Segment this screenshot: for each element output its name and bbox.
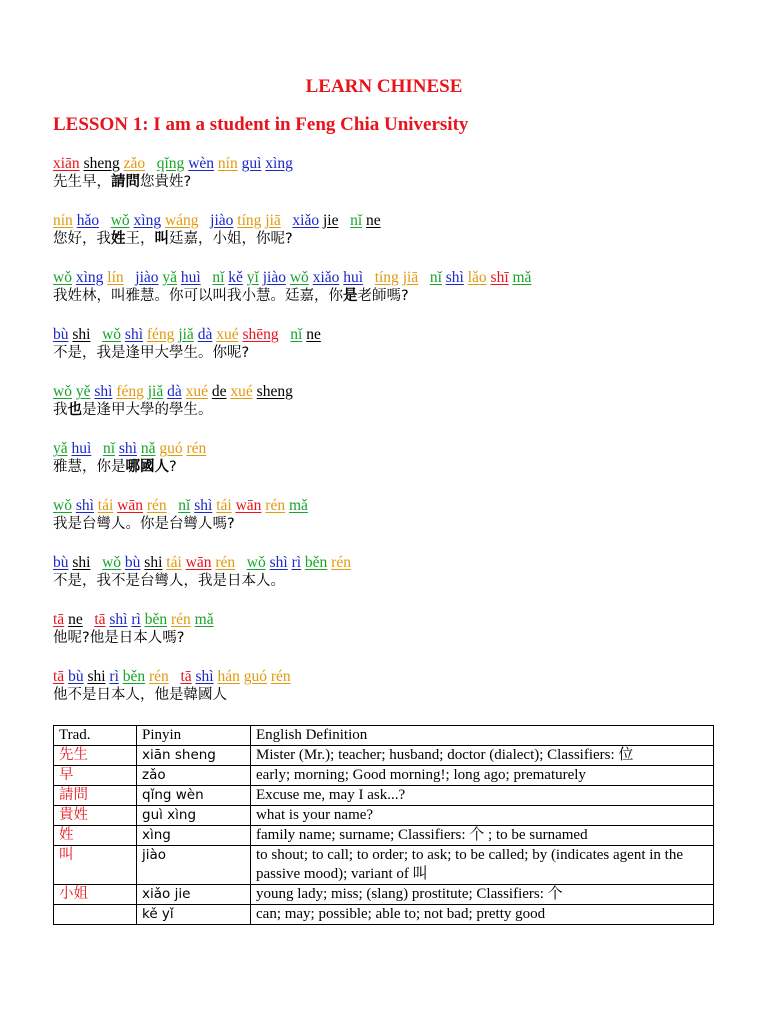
pinyin-syllable: nín: [53, 212, 73, 229]
pinyin-syllable: tíng: [374, 269, 399, 286]
pinyin-syllable: nǐ: [350, 212, 363, 229]
definition-cell: Mister (Mr.); teacher; husband; doctor (dialect); Classifiers: 位: [251, 746, 714, 766]
chinese-text: ?: [169, 459, 177, 475]
pinyin-syllable: yě: [75, 383, 91, 400]
dialogue-line: [53, 553, 351, 591]
chinese-sentence: [53, 686, 291, 705]
pinyin-syllable: nǐ: [178, 497, 191, 514]
pinyin-syllable: ne: [306, 326, 321, 343]
pinyin-syllable: jiào: [135, 269, 159, 286]
chinese-sentence: [53, 287, 531, 306]
pinyin-syllable: shī: [490, 269, 509, 286]
pinyin-syllable: rén: [215, 554, 236, 571]
pinyin-line: [53, 268, 531, 287]
dialogue-line: [53, 382, 293, 420]
pinyin-syllable: huì: [71, 440, 92, 457]
pinyin-syllable: xiān: [53, 155, 80, 172]
table-row: [54, 806, 714, 826]
pinyin-syllable: nǎ: [140, 440, 156, 457]
pinyin-line: [53, 439, 206, 458]
pinyin-syllable: tā: [53, 668, 65, 685]
pinyin-syllable: yǎ: [53, 440, 68, 457]
pinyin-syllable: yǐ: [246, 269, 259, 286]
definition-cell: early; morning; Good morning!; long ago; prematurely: [251, 766, 714, 786]
pinyin-syllable: xìng: [75, 269, 104, 286]
pinyin-syllable: rì: [131, 611, 141, 628]
trad-cell: 貴姓: [54, 806, 137, 826]
chinese-sentence: [53, 629, 214, 648]
pinyin-syllable: xué: [230, 383, 253, 400]
pinyin-cell: qǐng wèn: [137, 786, 251, 806]
dialogue-line: [53, 268, 531, 306]
pinyin-line: [53, 382, 293, 401]
chinese-sentence: [53, 458, 206, 477]
pinyin-syllable: rén: [270, 668, 291, 685]
table-header-cell: Pinyin: [137, 726, 251, 746]
pinyin-syllable: wān: [117, 497, 143, 514]
pinyin-syllable: sheng: [83, 155, 120, 172]
chinese-text: 我是台彎人。你是台彎人嗎?: [53, 516, 235, 532]
dialogue-line: [53, 439, 206, 477]
pinyin-syllable: lín: [107, 269, 124, 286]
dialogue-line: [53, 325, 321, 363]
pinyin-syllable: běn: [144, 611, 168, 628]
pinyin-syllable: shi: [87, 668, 106, 685]
pinyin-cell: xìng: [137, 826, 251, 846]
pinyin-syllable: dà: [167, 383, 182, 400]
page-title: LEARN CHINESE: [305, 76, 463, 97]
chinese-text: 老師嗎?: [357, 288, 409, 304]
chinese-text: 是逢甲大學的學生。: [82, 402, 213, 418]
pinyin-line: [53, 211, 381, 230]
dialogue-line: [53, 667, 291, 705]
pinyin-syllable: shì: [118, 440, 137, 457]
pinyin-line: [53, 496, 308, 515]
vocabulary-table: [53, 725, 714, 925]
pinyin-syllable: shi: [72, 554, 91, 571]
pinyin-syllable: nǐ: [429, 269, 442, 286]
pinyin-syllable: shì: [75, 497, 94, 514]
pinyin-syllable: jiǎ: [147, 383, 164, 400]
pinyin-syllable: tái: [97, 497, 114, 514]
pinyin-syllable: rén: [146, 497, 167, 514]
pinyin-cell: xiān sheng: [137, 746, 251, 766]
pinyin-cell: jiào: [137, 846, 251, 885]
pinyin-syllable: mǎ: [288, 497, 308, 514]
pinyin-syllable: tā: [53, 611, 65, 628]
pinyin-syllable: tái: [166, 554, 182, 571]
definition-cell: Excuse me, may I ask...?: [251, 786, 714, 806]
pinyin-syllable: huì: [180, 269, 201, 286]
pinyin-syllable: shì: [109, 611, 128, 628]
pinyin-syllable: rén: [149, 668, 169, 685]
table-row: [54, 766, 714, 786]
pinyin-syllable: jiào: [210, 212, 234, 229]
pinyin-syllable: guó: [243, 668, 267, 685]
pinyin-syllable: shì: [94, 383, 113, 400]
pinyin-syllable: nǐ: [212, 269, 225, 286]
pinyin-syllable: guì: [241, 155, 262, 172]
table-row: [54, 786, 714, 806]
pinyin-syllable: xiǎo: [312, 269, 340, 286]
pinyin-syllable: shì: [195, 668, 214, 685]
pinyin-syllable: féng: [116, 383, 144, 400]
pinyin-syllable: shì: [124, 326, 144, 343]
pinyin-syllable: wǒ: [53, 383, 72, 400]
chinese-bold-word: 叫: [154, 231, 169, 247]
chinese-sentence: [53, 401, 293, 420]
trad-cell: 叫: [54, 846, 137, 885]
trad-cell: 請問: [54, 786, 137, 806]
pinyin-line: [53, 667, 291, 686]
pinyin-syllable: jiào: [262, 269, 286, 286]
definition-cell: what is your name?: [251, 806, 714, 826]
pinyin-syllable: jiā: [402, 269, 419, 286]
pinyin-syllable: xué: [185, 383, 209, 400]
pinyin-syllable: sheng: [256, 383, 293, 400]
pinyin-syllable: xìng: [133, 212, 162, 229]
trad-cell: [54, 905, 137, 925]
chinese-text: 我姓林，叫雅慧。你可以叫我小慧。廷嘉，你: [53, 288, 343, 304]
table-header-cell: English Definition: [251, 726, 714, 746]
pinyin-syllable: tíng: [237, 212, 262, 229]
table-row: [54, 846, 714, 885]
dialogue-line: [53, 154, 293, 192]
chinese-sentence: [53, 344, 321, 363]
definition-cell: young lady; miss; (slang) prostitute; Classifiers: 个: [251, 885, 714, 905]
pinyin-line: [53, 553, 351, 572]
pinyin-syllable: qǐng: [156, 155, 185, 172]
pinyin-syllable: wān: [185, 554, 212, 571]
pinyin-syllable: bù: [68, 668, 84, 685]
trad-cell: 姓: [54, 826, 137, 846]
chinese-text: 王，: [125, 231, 155, 247]
pinyin-syllable: ne: [366, 212, 381, 229]
pinyin-syllable: ne: [68, 611, 83, 628]
pinyin-cell: guì xìng: [137, 806, 251, 826]
pinyin-syllable: jiā: [265, 212, 281, 229]
pinyin-syllable: nǐ: [102, 440, 116, 457]
pinyin-line: [53, 610, 214, 629]
pinyin-syllable: jie: [322, 212, 339, 229]
pinyin-syllable: shì: [269, 554, 288, 571]
table-row: [54, 905, 714, 925]
chinese-sentence: [53, 230, 381, 249]
chinese-bold-word: 請問: [111, 174, 140, 190]
pinyin-syllable: wèn: [188, 155, 215, 172]
pinyin-syllable: shēng: [242, 326, 279, 343]
pinyin-syllable: tā: [180, 668, 192, 685]
chinese-text: 先生早，: [53, 174, 111, 190]
pinyin-syllable: tā: [94, 611, 106, 628]
pinyin-syllable: wǒ: [289, 269, 309, 286]
pinyin-syllable: yǎ: [162, 269, 178, 286]
chinese-bold-word: 姓: [111, 231, 126, 247]
pinyin-syllable: shì: [194, 497, 213, 514]
chinese-sentence: [53, 572, 351, 591]
definition-cell: to shout; to call; to order; to ask; to be called; by (indicates agent in the passive mood); variant of 叫: [251, 846, 714, 885]
pinyin-syllable: nín: [217, 155, 238, 172]
dialogue-line: [53, 610, 214, 648]
pinyin-syllable: rén: [170, 611, 191, 628]
pinyin-syllable: xiǎo: [292, 212, 320, 229]
chinese-text: 他呢?他是日本人嗎?: [53, 630, 185, 646]
pinyin-syllable: kě: [228, 269, 243, 286]
chinese-text: 不是，我不是台彎人，我是日本人。: [53, 573, 285, 589]
trad-cell: 先生: [54, 746, 137, 766]
chinese-text: 您好，我: [53, 231, 111, 247]
table-row: [54, 746, 714, 766]
pinyin-syllable: bù: [124, 554, 141, 571]
chinese-text: 不是，我是逢甲大學生。你呢?: [53, 345, 250, 361]
lesson-heading: LESSON 1: I am a student in Feng Chia University: [53, 114, 469, 135]
table-header-cell: Trad.: [54, 726, 137, 746]
pinyin-syllable: guó: [159, 440, 183, 457]
pinyin-syllable: wǒ: [110, 212, 130, 229]
pinyin-cell: xiǎo jie: [137, 885, 251, 905]
dialogue-line: [53, 211, 381, 249]
pinyin-syllable: wǒ: [53, 269, 72, 286]
pinyin-syllable: bù: [53, 326, 69, 343]
pinyin-cell: zǎo: [137, 766, 251, 786]
pinyin-syllable: mǎ: [512, 269, 532, 286]
chinese-text: 我: [53, 402, 68, 418]
pinyin-syllable: hǎo: [76, 212, 100, 229]
pinyin-line: [53, 154, 293, 173]
pinyin-syllable: wǒ: [102, 554, 122, 571]
pinyin-syllable: jiǎ: [178, 326, 194, 343]
pinyin-syllable: xué: [216, 326, 239, 343]
pinyin-syllable: bù: [53, 554, 69, 571]
pinyin-syllable: rì: [291, 554, 302, 571]
pinyin-syllable: de: [211, 383, 227, 400]
chinese-sentence: [53, 173, 293, 192]
dialogue-line: [53, 496, 308, 534]
chinese-sentence: [53, 515, 308, 534]
chinese-bold-word: 也: [67, 402, 82, 418]
table-row: [54, 826, 714, 846]
pinyin-syllable: mǎ: [194, 611, 214, 628]
pinyin-syllable: nǐ: [290, 326, 303, 343]
chinese-text: 他不是日本人，他是韓國人: [53, 687, 227, 703]
pinyin-syllable: shì: [445, 269, 464, 286]
pinyin-cell: kě yǐ: [137, 905, 251, 925]
pinyin-syllable: dà: [197, 326, 213, 343]
pinyin-syllable: wǒ: [53, 497, 72, 514]
pinyin-syllable: wáng: [164, 212, 199, 229]
pinyin-syllable: rì: [109, 668, 119, 685]
pinyin-syllable: zǎo: [123, 155, 146, 172]
trad-cell: 早: [54, 766, 137, 786]
pinyin-line: [53, 325, 321, 344]
pinyin-syllable: féng: [146, 326, 175, 343]
table-row: [54, 885, 714, 905]
pinyin-syllable: běn: [304, 554, 328, 571]
pinyin-syllable: rén: [265, 497, 286, 514]
pinyin-syllable: wān: [235, 497, 262, 514]
table-header-row: [54, 726, 714, 746]
pinyin-syllable: shi: [144, 554, 163, 571]
pinyin-syllable: tái: [216, 497, 232, 514]
chinese-bold-word: 哪國人: [125, 459, 169, 475]
chinese-text: 雅慧，你是: [53, 459, 126, 475]
definition-cell: family name; surname; Classifiers: 个 ; to be surnamed: [251, 826, 714, 846]
pinyin-syllable: rén: [331, 554, 351, 571]
pinyin-syllable: huì: [343, 269, 364, 286]
pinyin-syllable: wǒ: [246, 554, 266, 571]
pinyin-syllable: lǎo: [467, 269, 487, 286]
pinyin-syllable: wǒ: [102, 326, 122, 343]
pinyin-syllable: běn: [122, 668, 146, 685]
chinese-text: 您貴姓?: [140, 174, 192, 190]
pinyin-syllable: hán: [217, 668, 240, 685]
pinyin-syllable: rén: [186, 440, 207, 457]
pinyin-syllable: xìng: [265, 155, 293, 172]
chinese-bold-word: 是: [343, 288, 358, 304]
definition-cell: can; may; possible; able to; not bad; pretty good: [251, 905, 714, 925]
trad-cell: 小姐: [54, 885, 137, 905]
pinyin-syllable: shi: [72, 326, 91, 343]
chinese-text: 廷嘉，小姐，你呢?: [169, 231, 293, 247]
